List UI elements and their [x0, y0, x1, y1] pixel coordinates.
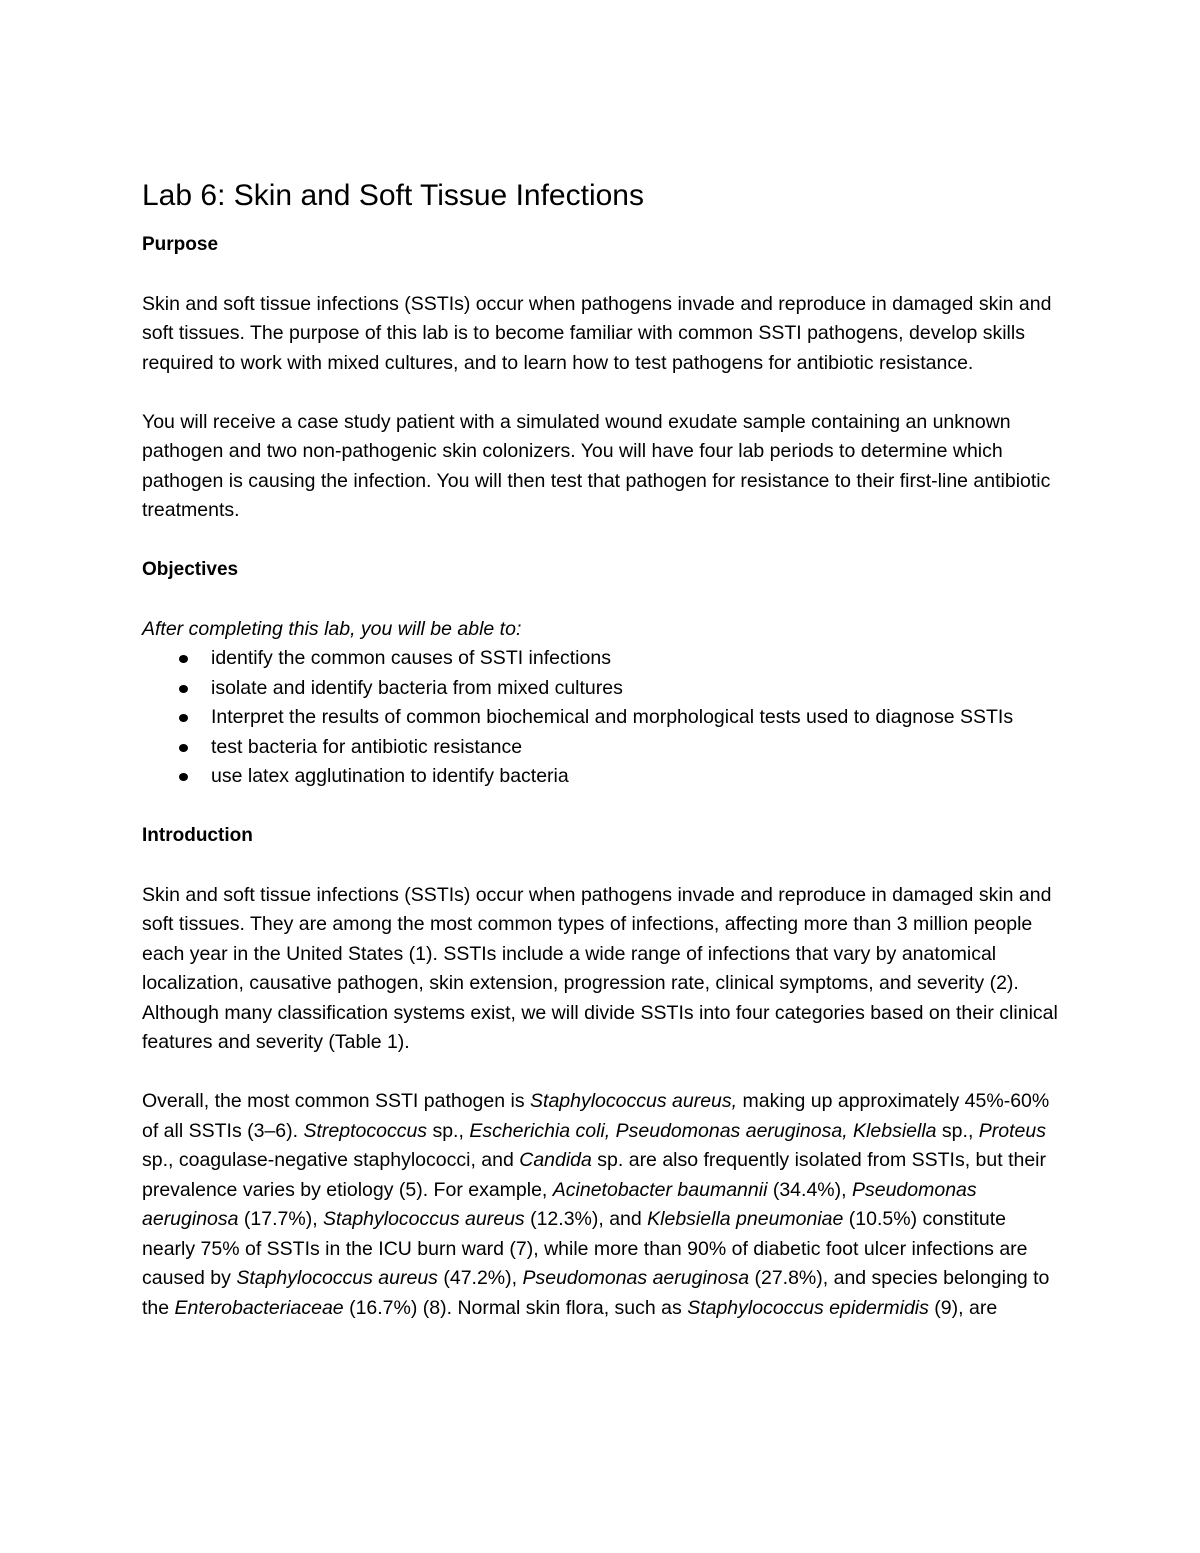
- species-name: Staphylococcus aureus: [236, 1267, 438, 1289]
- text-run: making up approximately 45%-60% of all SSTIs (3–6).: [142, 1090, 1050, 1142]
- text-run: Overall, the most common SSTI pathogen is: [142, 1090, 531, 1112]
- objective-item: [142, 674, 1062, 704]
- text-run: (34.4%),: [767, 1178, 852, 1201]
- bullet-icon: [179, 685, 188, 693]
- species-name: Acinetobacter baumannii: [552, 1178, 768, 1201]
- objective-text: test bacteria for antibiotic resistance: [211, 735, 523, 758]
- text-run: sp. are also frequently isolated from SSTIs, but their prevalence varies by etiology (5). For example,: [142, 1149, 1047, 1201]
- text-run: (27.8%), and species belonging to the: [142, 1267, 1050, 1319]
- spacer: [142, 378, 1062, 408]
- objective-text: identify the common causes of SSTI infections: [211, 647, 611, 669]
- objective-item: [142, 733, 1062, 763]
- objectives-lead: After completing this lab, you will be able to:: [142, 617, 522, 640]
- bullet-icon: [179, 655, 188, 663]
- text-run: (17.7%),: [238, 1208, 324, 1230]
- objective-text: isolate and identify bacteria from mixed cultures: [211, 676, 623, 699]
- species-name: Klebsiella pneumoniae: [647, 1208, 844, 1230]
- species-name: Pseudomonas aeruginosa: [142, 1178, 977, 1230]
- introduction-heading: Introduction: [142, 825, 253, 846]
- objective-text: Interpret the results of common biochemical and morphological tests used to diagnose SSTIs: [211, 706, 1014, 728]
- purpose-paragraph-1: Skin and soft tissue infections (SSTIs) occur when pathogens invade and reproduce in damaged skin and soft tissues. The purpose of this lab is to become familiar with common SSTI pathogens, develop skills required to work with mixed cultures, and to learn how to test pathogens for antibiotic resistance.: [142, 292, 1052, 374]
- introduction-paragraph-2: [142, 1087, 1062, 1323]
- introduction-paragraph-1: Skin and soft tissue infections (SSTIs) occur when pathogens invade and reproduce in damaged skin and soft tissues. They are among the most common types of infections, affecting more than 3 million people each year in the United States (1). SSTIs include a wide range of infections that vary by anatomical localization, causative pathogen, skin extension, progression rate, clinical symptoms, and severity (2). Although many classification systems exist, we will divide SSTIs into four categories based on their clinical features and severity (Table 1).: [142, 883, 1058, 1053]
- objective-text: use latex agglutination to identify bacteria: [211, 765, 569, 787]
- objectives-list: [142, 644, 1062, 792]
- bullet-icon: [179, 773, 188, 781]
- text-run: (9), are: [928, 1296, 998, 1319]
- species-name: Enterobacteriaceae: [174, 1296, 344, 1319]
- objective-item: [142, 644, 1062, 674]
- objective-item: [142, 762, 1062, 792]
- text-run: (12.3%), and: [524, 1208, 648, 1230]
- spacer: [142, 526, 1062, 556]
- species-name: Staphylococcus aureus,: [530, 1090, 738, 1112]
- spacer: [142, 851, 1062, 881]
- objectives-heading: Objectives: [142, 559, 239, 580]
- objective-item: [142, 703, 1062, 733]
- spacer: [142, 260, 1062, 290]
- text-run: sp., coagulase-negative staphylococci, and: [142, 1149, 520, 1171]
- purpose-paragraph-2: You will receive a case study patient with a simulated wound exudate sample containing an unknown pathogen and two non-pathogenic skin colonizers. You will have four lab periods to determine which pathogen is causing the infection. You will then test that pathogen for resistance to their first-line antibiotic treatments.: [142, 410, 1051, 521]
- species-name: Proteus: [978, 1119, 1046, 1142]
- species-name: Streptococcus: [303, 1119, 428, 1142]
- text-run: sp.,: [427, 1119, 470, 1142]
- species-name: Staphylococcus aureus: [323, 1208, 525, 1230]
- text-run: (16.7%) (8). Normal skin flora, such as: [343, 1296, 688, 1319]
- spacer: [142, 585, 1062, 615]
- bullet-icon: [179, 714, 188, 722]
- purpose-heading: Purpose: [142, 234, 219, 255]
- species-name: Candida: [519, 1149, 592, 1171]
- species-name: Escherichia coli, Pseudomonas aeruginosa, Klebsiella: [469, 1119, 937, 1142]
- species-name: Staphylococcus epidermidis: [687, 1296, 929, 1319]
- text-run: sp.,: [936, 1119, 979, 1142]
- bullet-icon: [179, 744, 188, 752]
- spacer: [142, 1058, 1062, 1088]
- document-page: [142, 170, 1062, 1323]
- species-name: Pseudomonas aeruginosa: [522, 1267, 750, 1289]
- document-title: Lab 6: Skin and Soft Tissue Infections: [142, 179, 644, 212]
- text-run: (47.2%),: [437, 1267, 523, 1289]
- text-run: (10.5%) constitute nearly 75% of SSTIs in the ICU burn ward (7), while more than 90% of diabetic foot ulcer infections are caused by: [142, 1208, 1028, 1289]
- spacer: [142, 792, 1062, 822]
